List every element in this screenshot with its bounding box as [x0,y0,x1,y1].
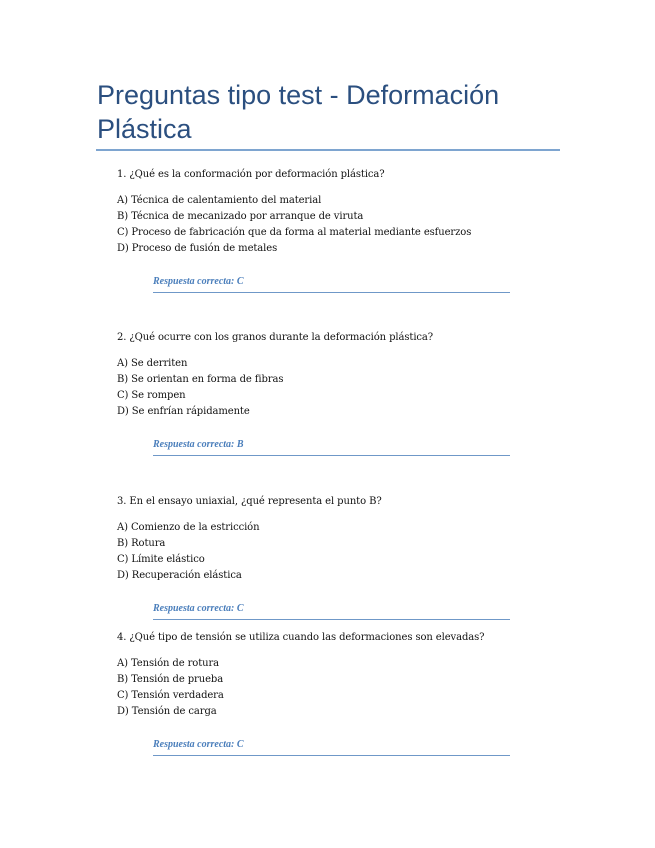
option-b: B) Tensión de prueba [117,674,224,685]
question-text: 3. En el ensayo uniaxial, ¿qué representa el punto B? [117,496,382,507]
question-text: 2. ¿Qué ocurre con los granos durante la deformación plástica? [117,332,434,343]
question-text: 4. ¿Qué tipo de tensión se utiliza cuando las deformaciones son elevadas? [117,632,485,643]
question-block [117,495,557,620]
correct-answer: Respuesta correcta: C [153,603,244,614]
option-d: D) Proceso de fusión de metales [117,243,278,254]
correct-answer: Respuesta correcta: C [153,739,244,750]
option-a: A) Técnica de calentamiento del material [117,195,322,206]
option-c: C) Se rompen [117,390,186,401]
option-a: A) Se derriten [117,358,188,369]
option-c: C) Proceso de fabricación que da forma al material mediante esfuerzos [117,227,472,238]
option-d: D) Recuperación elástica [117,570,242,581]
question-text: 1. ¿Qué es la conformación por deformación plástica? [117,169,385,180]
option-d: D) Tensión de carga [117,706,217,717]
option-c: C) Tensión verdadera [117,690,224,701]
title-divider [96,149,560,151]
option-d: D) Se enfrían rápidamente [117,406,250,417]
answer-line [153,269,510,293]
options-list [117,520,557,584]
option-a: A) Comienzo de la estricción [117,522,260,533]
answer-line [153,432,510,456]
options-list [117,356,557,420]
question-block [117,331,557,456]
option-b: B) Rotura [117,538,166,549]
page-title: Preguntas tipo test - Deformación Plástica [97,80,500,144]
question-block [117,168,557,293]
options-list [117,656,557,720]
option-a: A) Tensión de rotura [117,658,220,669]
question-block [117,631,557,756]
option-b: B) Se orientan en forma de fibras [117,374,284,385]
correct-answer: Respuesta correcta: C [153,276,244,287]
correct-answer: Respuesta correcta: B [153,439,244,450]
option-b: B) Técnica de mecanizado por arranque de viruta [117,211,364,222]
option-c: C) Límite elástico [117,554,205,565]
options-list [117,193,557,257]
answer-line [153,732,510,756]
answer-line [153,596,510,620]
